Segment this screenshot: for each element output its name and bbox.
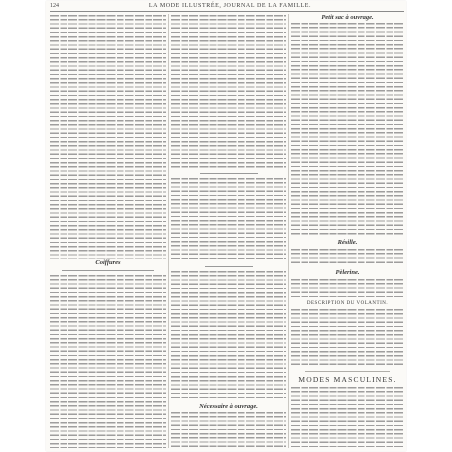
section-heading-coiffures: Coiffures bbox=[95, 259, 121, 266]
section-heading-pelerine: Pèlerine. bbox=[335, 269, 360, 276]
column-divider bbox=[168, 14, 169, 448]
section-subtitle-line bbox=[62, 270, 154, 271]
body-text-block bbox=[291, 279, 404, 298]
body-text-block bbox=[171, 412, 286, 448]
section-subtitle-line bbox=[205, 266, 253, 267]
page-number: 124 bbox=[50, 3, 59, 9]
body-text-block bbox=[171, 15, 286, 169]
section-heading-description: DESCRIPTION DU VOLANTIN. bbox=[306, 301, 389, 306]
page-title: LA MODE ILLUSTRÉE, JOURNAL DE LA FAMILLE. bbox=[148, 3, 312, 9]
body-text-block bbox=[291, 23, 404, 236]
body-text-block bbox=[50, 275, 166, 448]
body-text-block bbox=[291, 249, 404, 266]
body-text-block bbox=[291, 309, 404, 366]
body-text-block bbox=[291, 387, 404, 448]
body-text-block bbox=[50, 15, 166, 259]
section-rule bbox=[305, 371, 390, 372]
section-heading-necessaire: Nécessaire à ouvrage. bbox=[199, 403, 258, 410]
body-text-block bbox=[171, 271, 286, 398]
column-divider bbox=[288, 14, 289, 448]
body-text-block bbox=[171, 178, 286, 262]
section-heading-resille: Résille. bbox=[337, 239, 358, 246]
section-heading-modes-masculines: MODES MASCULINES. bbox=[298, 375, 397, 384]
section-heading-petit-sac: Petit sac à ouvrage. bbox=[321, 14, 374, 21]
header-rule bbox=[50, 11, 404, 12]
section-subtitle-line bbox=[200, 173, 258, 174]
